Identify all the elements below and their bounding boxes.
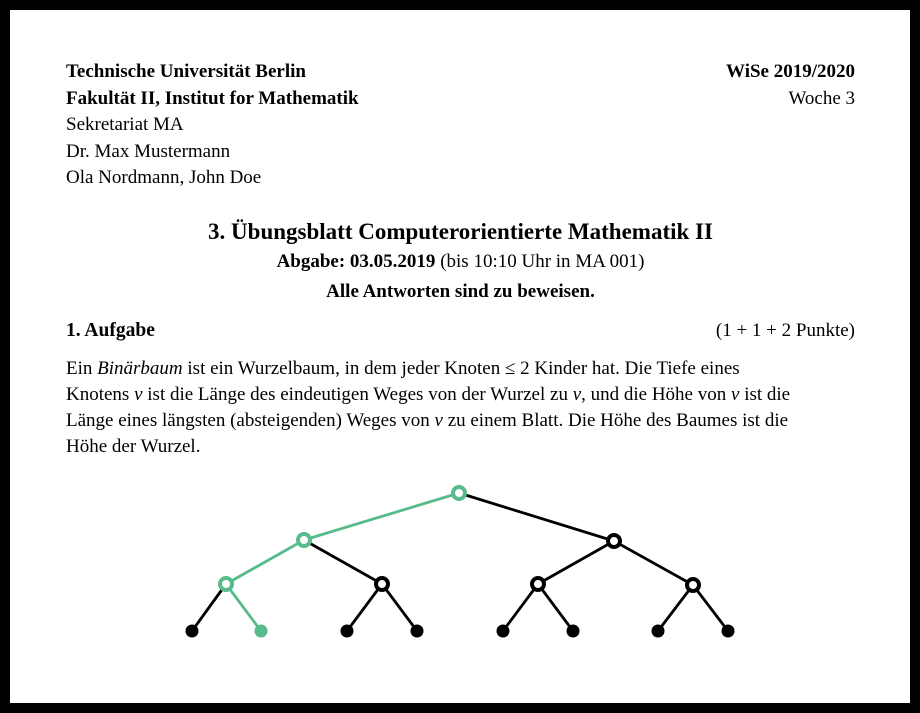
tree-node-internal [298,534,310,546]
text-segment: Ein [66,357,98,379]
tree-edge [347,584,382,631]
text-segment: ist die [739,383,791,405]
text-segment: Knotens [66,383,135,405]
text-segment: ist ein Wurzelbaum, in dem jeder Knoten ≤ 2 Kinder hat. Die Tiefe eines [182,357,740,379]
binary-tree-diagram [10,10,910,703]
sheet-title: 3. Übungsblatt Computerorientierte Mathematik II [208,218,713,244]
tree-node-leaf [722,625,735,638]
text-segment: , und die Höhe von [581,383,731,405]
tree-edge [226,584,261,631]
text-segment: Abgabe: 03.05.2019 [276,250,436,272]
tree-edge [382,584,417,631]
text-segment: Länge eines längsten (absteigenden) Weges von [66,409,435,431]
text-segment: Binärbaum [97,357,183,379]
tree-edge [459,493,614,541]
text-segment: v [572,383,582,405]
text-segment: ist die Länge des eindeutigen Weges von der Wurzel zu [142,383,573,405]
tree-edge [304,540,382,584]
tree-edge [693,585,728,631]
tree-edge [226,540,304,584]
text-line: Dr. Max Mustermann [66,140,231,162]
tree-node-leaf [255,625,268,638]
text-line: WiSe 2019/2020 [726,61,855,82]
tree-node-internal [376,578,388,590]
text-segment: (bis 10:10 Uhr in MA 001) [435,250,645,272]
tree-node-internal [220,578,232,590]
text-segment: v [134,383,143,405]
tree-node-leaf [411,625,424,638]
exercise-points: (1 + 1 + 2 Punkte) [715,319,855,341]
tree-edge [503,584,538,631]
text-line: Technische Universität Berlin [66,61,306,82]
tree-edge [658,585,693,631]
tree-node-internal [453,487,465,499]
text-line: Ola Nordmann, John Doe [66,167,262,188]
text-segment: v [731,383,740,405]
tree-node-leaf [186,625,199,638]
text-segment: Höhe der Wurzel. [66,435,201,457]
tree-edge [538,541,614,584]
exercise-heading: 1. Aufgabe [66,319,155,341]
tree-node-leaf [652,625,665,638]
tree-node-internal [687,579,699,591]
proof-note: Alle Antworten sind zu beweisen. [326,280,595,302]
text-segment: zu einem Blatt. Die Höhe des Baumes ist die [442,409,789,431]
tree-edge [538,584,573,631]
tree-edge [614,541,693,585]
text-line: Fakultät II, Institut for Mathematik [66,87,359,109]
tree-node-leaf [497,625,510,638]
text-line: Woche 3 [788,87,855,109]
tree-node-internal [608,535,620,547]
tree-edge [192,584,226,631]
text-line: Sekretariat MA [66,114,184,135]
text-segment: v [434,409,443,431]
tree-node-leaf [341,625,354,638]
tree-node-internal [532,578,544,590]
tree-node-leaf [567,625,580,638]
tree-edge [304,493,459,540]
